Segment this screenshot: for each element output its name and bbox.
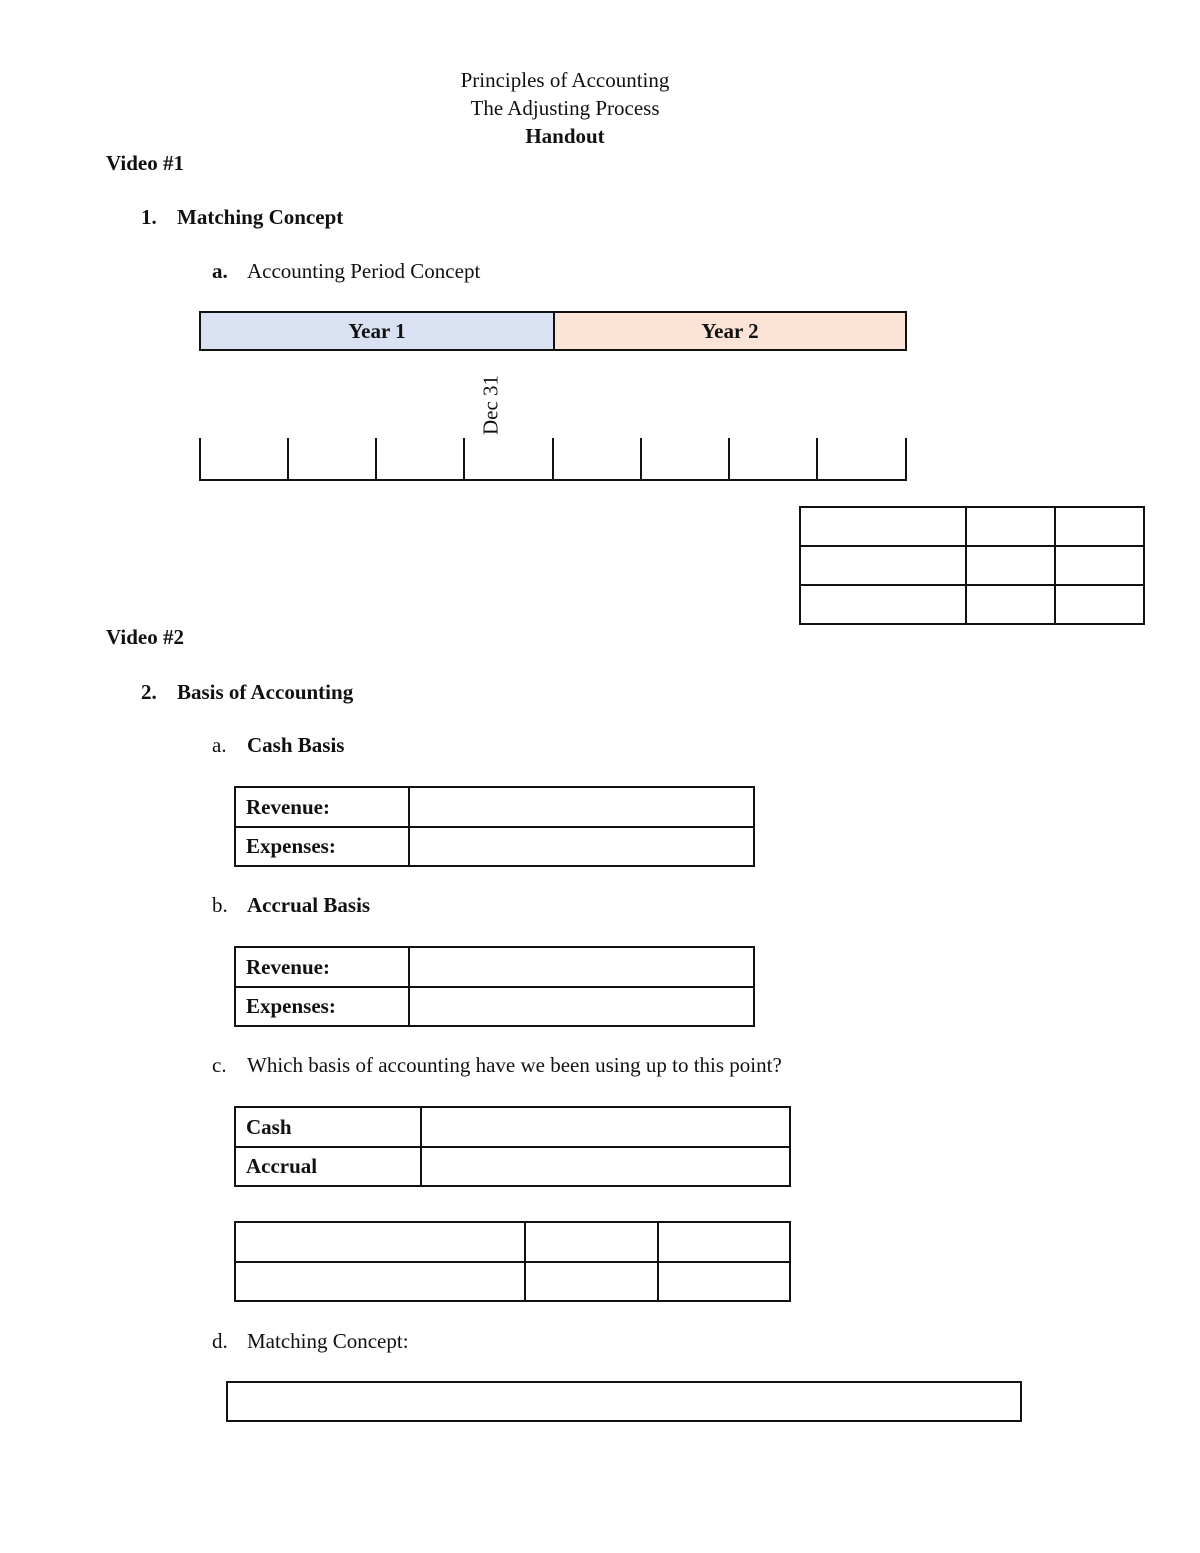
subsection-2b-letter: b. — [212, 893, 228, 917]
expenses-label: Expenses: — [235, 827, 409, 866]
blank-cell[interactable] — [1055, 585, 1145, 624]
timeline-tick — [816, 438, 818, 479]
accrual-basis-table — [234, 946, 755, 1027]
blank-cell[interactable] — [1055, 507, 1145, 546]
year-2-cell: Year 2 — [554, 311, 907, 351]
timeline-tick — [905, 438, 907, 479]
blank-grid-2 — [234, 1221, 791, 1302]
cash-answer-cell[interactable] — [421, 1107, 790, 1147]
blank-cell[interactable] — [525, 1262, 658, 1301]
video-1-heading: Video #1 — [106, 151, 184, 175]
subsection-1a — [212, 259, 480, 284]
subsection-1a-title: Accounting Period Concept — [247, 259, 481, 283]
timeline — [199, 438, 907, 481]
accrual-option-label: Accrual — [235, 1147, 421, 1186]
blank-cell[interactable] — [800, 546, 966, 585]
section-2-number: 2. — [141, 680, 157, 704]
blank-cell[interactable] — [658, 1262, 790, 1301]
subsection-2a — [212, 733, 344, 758]
revenue-answer-cell[interactable] — [409, 947, 754, 987]
blank-cell[interactable] — [800, 507, 966, 546]
expenses-answer-cell[interactable] — [409, 827, 754, 866]
blank-cell[interactable] — [525, 1222, 658, 1262]
subsection-2d — [212, 1329, 409, 1354]
cash-basis-table — [234, 786, 755, 867]
section-2-title: Basis of Accounting — [177, 680, 354, 704]
subsection-2b-title: Accrual Basis — [247, 893, 371, 917]
subsection-1a-letter: a. — [212, 259, 228, 283]
revenue-answer-cell[interactable] — [409, 787, 754, 827]
blank-cell[interactable] — [800, 585, 966, 624]
dec-31-text: Dec 31 — [478, 374, 503, 436]
course-title: Principles of Accounting — [460, 68, 670, 92]
topic-title: The Adjusting Process — [470, 96, 660, 120]
matching-concept-answer-box[interactable] — [226, 1381, 1022, 1422]
timeline-tick — [199, 438, 201, 479]
timeline-tick — [640, 438, 642, 479]
timeline-tick — [287, 438, 289, 479]
year-1-cell: Year 1 — [199, 311, 554, 351]
basis-used-table — [234, 1106, 791, 1187]
blank-cell[interactable] — [966, 546, 1055, 585]
dec-31-label — [466, 371, 516, 439]
subsection-2c — [212, 1053, 782, 1078]
year-bar — [199, 311, 907, 351]
subsection-2c-question: Which basis of accounting have we been using up to this point? — [247, 1053, 782, 1077]
revenue-label: Revenue: — [235, 787, 409, 827]
blank-cell[interactable] — [1055, 546, 1145, 585]
subsection-2d-letter: d. — [212, 1329, 228, 1353]
subsection-2a-letter: a. — [212, 733, 227, 757]
video-2-heading: Video #2 — [106, 625, 184, 649]
blank-cell[interactable] — [966, 507, 1055, 546]
subsection-2b — [212, 893, 370, 918]
section-1-title: Matching Concept — [177, 205, 344, 229]
document-type: Handout — [525, 124, 605, 148]
subsection-2a-title: Cash Basis — [247, 733, 345, 757]
timeline-tick — [728, 438, 730, 479]
revenue-label: Revenue: — [235, 947, 409, 987]
expenses-label: Expenses: — [235, 987, 409, 1026]
section-1-heading — [141, 205, 343, 230]
accrual-answer-cell[interactable] — [421, 1147, 790, 1186]
subsection-2d-title: Matching Concept: — [247, 1329, 409, 1353]
timeline-tick — [463, 438, 465, 479]
blank-cell[interactable] — [235, 1222, 525, 1262]
blank-grid-1 — [799, 506, 1145, 625]
timeline-tick — [375, 438, 377, 479]
section-1-number: 1. — [141, 205, 157, 229]
blank-cell[interactable] — [658, 1222, 790, 1262]
cash-option-label: Cash — [235, 1107, 421, 1147]
expenses-answer-cell[interactable] — [409, 987, 754, 1026]
blank-cell[interactable] — [966, 585, 1055, 624]
subsection-2c-letter: c. — [212, 1053, 227, 1077]
section-2-heading — [141, 680, 353, 705]
blank-cell[interactable] — [235, 1262, 525, 1301]
timeline-tick — [552, 438, 554, 479]
